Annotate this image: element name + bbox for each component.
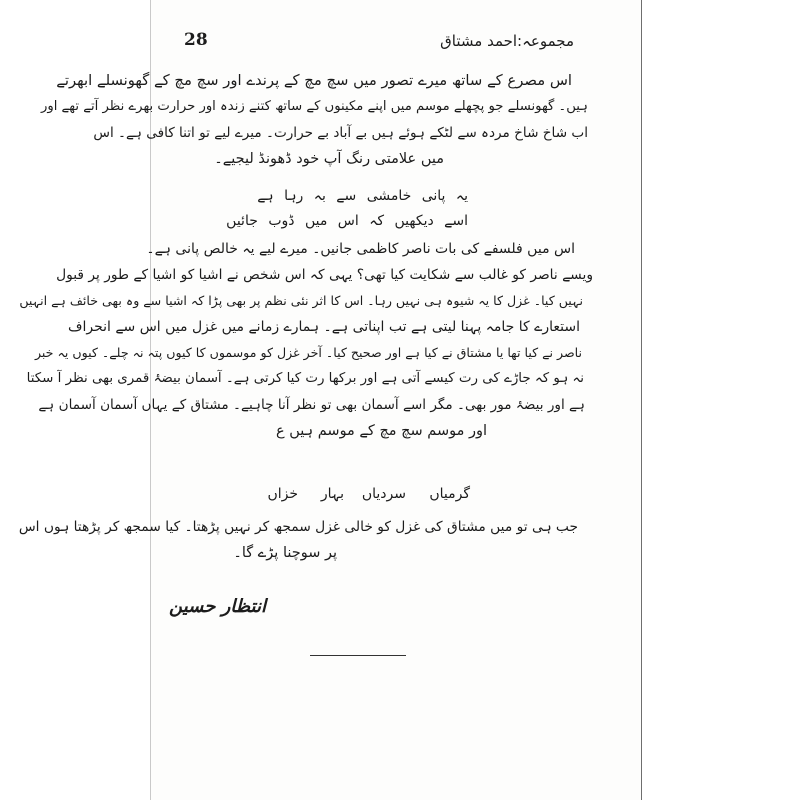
seasons-line [267, 486, 470, 508]
text-line: جب ہی تو میں مشتاق کی غزل کو خالی غزل سمجھ کر نہیں پڑھتا۔ کیا سمجھ کر پڑھتا ہوں اس [18, 519, 578, 535]
text-line: ہیں۔ گھونسلے جو پچھلے موسم میں اپنے مکینوں کے ساتھ کتنے زندہ اور حرارت بھرے نظر آتے تھے اور [40, 99, 588, 114]
page-header [184, 30, 574, 60]
verse-line: اسے دیکھیں کہ اس میں ڈوب جائیں [226, 213, 468, 229]
season-word: خزاں [267, 486, 298, 502]
author-signature: انتظار حسین [169, 596, 266, 617]
text-line: نہ ہو کہ جاڑے کی رت کیسے آتی ہے اور برکھا رت کیا کرتی ہے۔ آسمان بیضۂ قمری بھی نظر آ سکتا [26, 371, 584, 386]
season-word: گرمیاں [429, 486, 470, 502]
text-line: نہیں کیا۔ غزل کا یہ شیوہ ہی نہیں رہا۔ اس کا اثر نئی نظم پر بھی پڑا کہ اشیا سے وہ بھی خائف ہے انہیں [19, 293, 583, 308]
season-word: بہار [320, 486, 344, 502]
text-line: اب شاخ شاخ مردہ سے لٹکے ہوئے ہیں بے آباد بے حرارت۔ میرے لیے تو اتنا کافی ہے۔ اس [93, 125, 588, 141]
text-line: پر سوچنا پڑے گا۔ [233, 545, 337, 561]
text-line: ہے اور بیضۂ مور بھی۔ مگر اسے آسمان بھی تو نظر آنا چاہیے۔ مشتاق کے یہاں آسمان آسمان ہے [38, 397, 585, 413]
text-line: ناصر نے کیا تھا یا مشتاق نے کیا ہے اور صحیح کیا۔ آخر غزل کو موسموں کا کیوں پتہ نہ چلے۔ کیوں یہ خبر [34, 345, 582, 360]
text-line: اس مصرع کے ساتھ میرے تصور میں سچ مچ کے پرندے اور سچ مچ کے گھونسلے ابھرتے [56, 72, 572, 89]
text-line: استعارے کا جامہ پہنا لیتی ہے تب اپناتی ہے۔ ہمارے زمانے میں غزل میں اس سے انحراف [67, 319, 580, 335]
page-number: 28 [184, 30, 208, 50]
text-line: میں علامتی رنگ آپ خود ڈھونڈ لیجیے۔ [214, 151, 444, 167]
text-line: ویسے ناصر کو غالب سے شکایت کیا تھی؟ یہی کہ اس شخص نے اشیا کو اشیا کے طور پر قبول [56, 267, 593, 283]
text-line: اور موسم سچ مچ کے موسم ہیں ع [275, 423, 487, 439]
verse-line: یہ پانی خامشی سے بہ رہا ہے [257, 188, 468, 204]
season-word: سردیاں [361, 486, 406, 502]
text-line: اس میں فلسفے کی بات ناصر کاظمی جانیں۔ میرے لیے یہ خالص پانی ہے۔ [146, 241, 575, 257]
running-title: مجموعہ:احمد مشتاق [440, 32, 574, 50]
divider [310, 655, 406, 656]
